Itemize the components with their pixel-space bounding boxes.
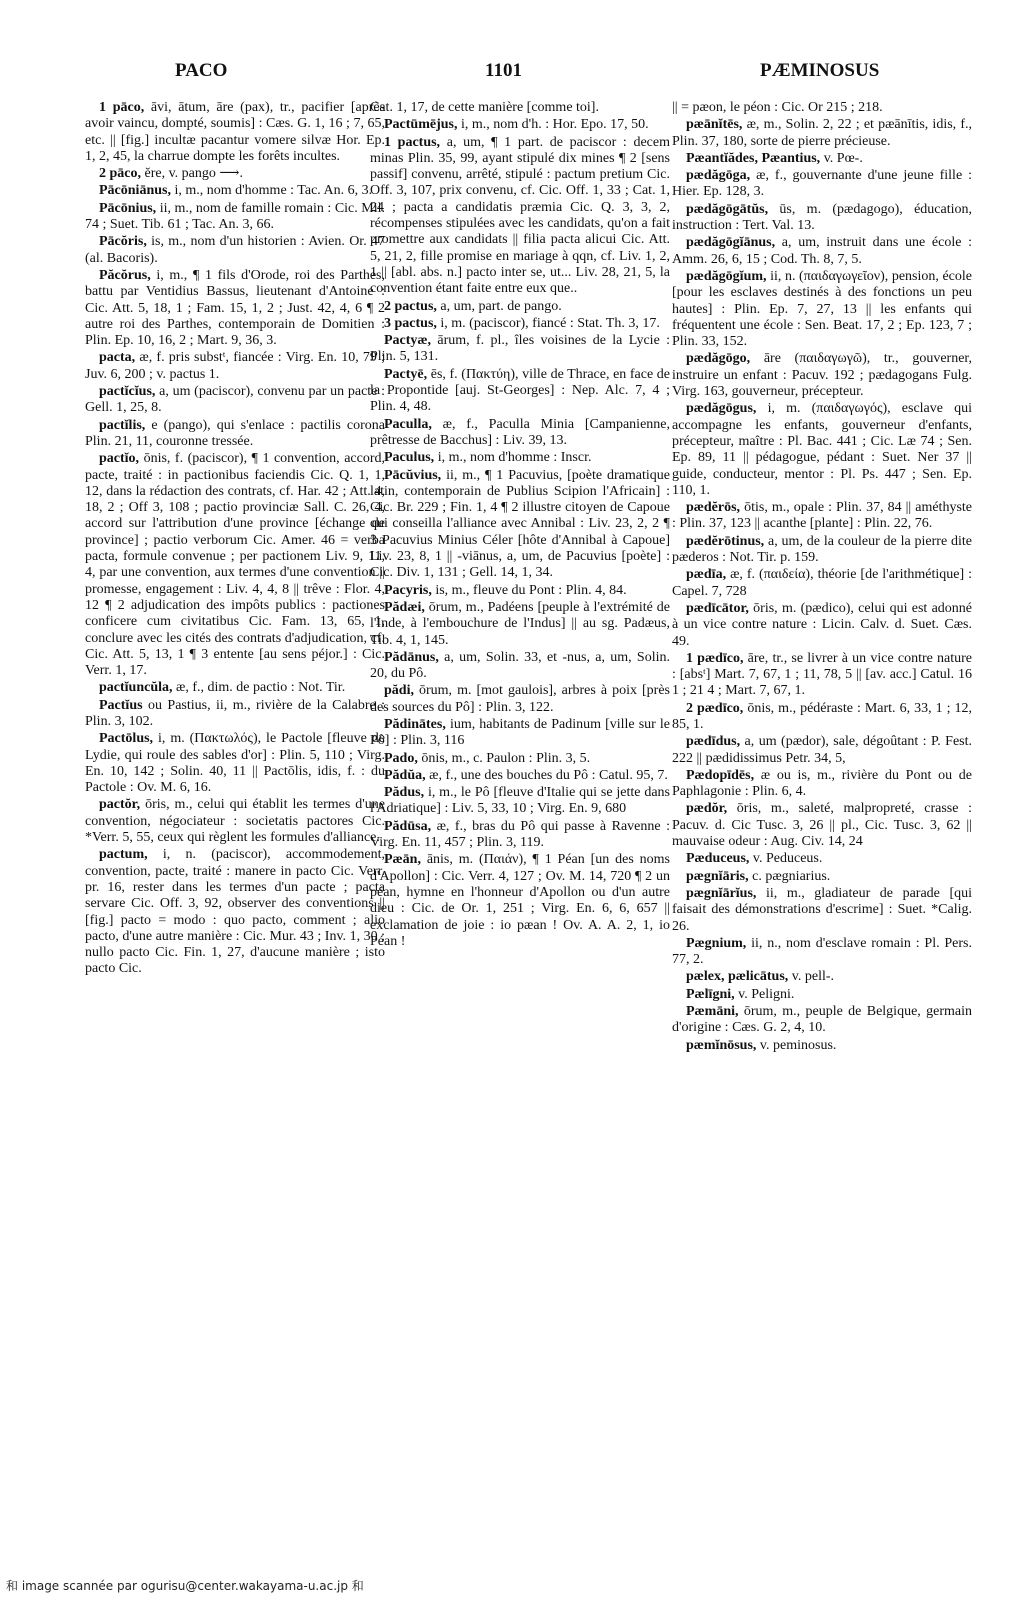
entry-headword: Pădus, bbox=[384, 785, 425, 801]
entry-headword: Pægnium, bbox=[686, 935, 747, 951]
entry-definition: i, m., le Pô [fleuve d'Italie qui se jette dans l'Adriatique] : Liv. 5, 33, 10 ; Virg. En. 9, 680 bbox=[370, 785, 671, 817]
entry-definition: c. pægniarius. bbox=[752, 868, 831, 884]
dictionary-entry bbox=[672, 987, 972, 1003]
dictionary-entry bbox=[672, 351, 972, 400]
entry-definition: æ, f. pris substᵗ, fiancée : Virg. En. 10, 79 ; Juv. 6, 200 ; v. pactus 1. bbox=[85, 350, 385, 382]
dictionary-entry bbox=[85, 166, 385, 182]
dictionary-entry bbox=[672, 567, 972, 600]
entry-headword: pædīcātor, bbox=[686, 600, 749, 616]
entry-definition: ōrum, m., peuple de Belgique, germain d'origine : Cæs. G. 2, 4, 10. bbox=[672, 1004, 973, 1036]
entry-headword: Pacyris, bbox=[384, 582, 432, 598]
dictionary-entry bbox=[672, 168, 972, 201]
entry-definition: ōris, m. (pædico), celui qui est adonné à un vice contre nature : Licin. Calv. d. Suet. Cæs. 49. bbox=[672, 600, 973, 649]
entry-headword: Pădæi, bbox=[384, 599, 425, 615]
entry-headword: Pădinātes, bbox=[384, 716, 446, 732]
dictionary-entry bbox=[672, 500, 972, 533]
entry-headword: 1 pactus, bbox=[384, 134, 441, 150]
dictionary-entry bbox=[672, 969, 972, 985]
entry-headword: pădi, bbox=[384, 683, 414, 699]
dictionary-entry bbox=[85, 797, 385, 846]
entry-definition: æ, f., gouvernante d'une jeune fille : Hier. Ep. 128, 3. bbox=[672, 168, 973, 200]
entry-definition: ēs, f. (Πακτύη), ville de Thrace, en face de la Propontide [auj. St-Georges] : Nep. Alc. 7, 4 ; Plin. 4, 48. bbox=[370, 366, 671, 415]
dictionary-entry bbox=[672, 534, 972, 567]
entry-definition: i, m. (paciscor), fiancé : Stat. Th. 3, 17. bbox=[440, 315, 660, 331]
entry-definition: æ, f., une des bouches du Pô : Catul. 95, 7. bbox=[429, 767, 668, 783]
entry-headword: pactĭcĭus, bbox=[99, 384, 156, 400]
entry-definition: ium, habitants de Padinum [ville sur le Pô] : Plin. 3, 116 bbox=[370, 716, 671, 749]
entry-definition: v. Pœ-. bbox=[823, 150, 863, 166]
entry-headword: 2 pædīco, bbox=[686, 700, 744, 716]
entry-headword: pædĕrōs, bbox=[686, 500, 741, 516]
page-header bbox=[0, 60, 1024, 90]
entry-headword: pædăgōgo, bbox=[686, 351, 751, 367]
dictionary-entry bbox=[370, 751, 670, 767]
entry-definition: is, m., fleuve du Pont : Plin. 4, 84. bbox=[435, 582, 627, 598]
entry-definition: i, n. (paciscor), accommodement, convention, pacte, traité : manere in pacto Cic. Verr. pr. 16, rester dans les termes d'un pacte ; pacta servare Cic. Off. 3, 92, observer des conventions || [fig.] pacto = modo : quo pacto, comment ; alio pacto, d'une autre manière : Cic. Mur. 43 ; Inv. 1, 30 ; nullo pacto Cic. Fin. 1, 27, d'aucune manière ; isto pacto Cic. bbox=[85, 847, 386, 977]
dictionary-entry bbox=[370, 417, 670, 450]
entry-headword: Pado, bbox=[384, 750, 418, 766]
entry-definition: v. Peduceus. bbox=[752, 851, 823, 867]
entry-definition: a, um, Solin. 33, et -nus, a, um, Solin. 20, du Pô. bbox=[370, 649, 670, 682]
entry-definition: ii, m., ¶ 1 Pacuvius, [poète dramatique latin, contemporain de Publius Scipion l'Africain] : Cic. Br. 229 ; Fin. 1, 4 ¶ 2 illustre citoyen de Capoue qui conseilla l'alliance avec Annibal : Liv. 23, 2, 2 ¶ 3 Pacuvius Minius Céler [hôte d'Annibal à Capoue] Liv. 23, 8, 1 || -viānus, a, um, de Pacuvius [poète] : Cic. Div. 1, 131 ; Gell. 14, 1, 34. bbox=[370, 467, 670, 581]
entry-headword: pædăgōga, bbox=[686, 168, 751, 184]
entry-definition: æ, f., Paculla Minia [Campanienne, prêtresse de Bacchus] : Liv. 39, 13. bbox=[370, 416, 670, 448]
dictionary-entry bbox=[370, 768, 670, 784]
entry-headword: Pācōniānus, bbox=[99, 183, 171, 199]
entry-headword: pactĭo, bbox=[99, 451, 140, 467]
dictionary-entry bbox=[85, 698, 385, 731]
entry-definition: i, m., ¶ 1 fils d'Orode, roi des Parthes, battu par Ventidius Bassus, lieutenant d'Antoine : Cic. Att. 5, 18, 1 ; Fam. 15, 1, 2 ; Just. 42, 4, 6 ¶ 2 autre roi des Parthes, contemporain de Domitien : Plin. Ep. 10, 16, 2 ; Mart. 9, 36, 3. bbox=[85, 267, 386, 349]
dictionary-entry bbox=[85, 451, 385, 679]
entry-definition: ii, m., gladiateur de parade [qui faisait des démonstrations d'escrime] : Suet. *Calig. 26. bbox=[672, 885, 972, 934]
dictionary-entry bbox=[672, 768, 972, 801]
entry-headword: pactum, bbox=[99, 847, 148, 863]
dictionary-entry bbox=[370, 100, 670, 116]
dictionary-entry bbox=[85, 350, 385, 383]
entry-definition: ii, n. (παιδαγωγεῖον), pension, école [pour les esclaves destinés à des fonctions un peu hautes] : Plin. Ep. 7, 27, 13 || les enfants qui fréquentent une école : Sen. Beat. 17, 2 ; Ep. 123, 7 ; Plin. 33, 152. bbox=[672, 268, 972, 350]
entry-definition: æ, m., Solin. 2, 22 ; et pæānītis, idis, f., Plin. 37, 180, sorte de pierre précieuse. bbox=[672, 117, 972, 149]
entry-headword: pædĕrōtinus, bbox=[686, 533, 765, 549]
dictionary-column-3 bbox=[672, 100, 972, 1055]
entry-headword: pælex, pælicātus, bbox=[686, 969, 789, 985]
dictionary-entry bbox=[370, 583, 670, 599]
entry-headword: Pæmāni, bbox=[686, 1004, 739, 1020]
entry-definition: æ, f. (παιδεία), théorie [de l'arithmétique] : Capel. 7, 728 bbox=[672, 567, 972, 599]
dictionary-entry bbox=[370, 367, 670, 416]
entry-definition: i, m. (παιδαγωγός), esclave qui accompagne les enfants, gouverneur d'enfants, précepteur, maître : Pl. Bac. 441 ; Cic. Læ 74 ; Sen. Ep. 89, 11 || pédagogue, pédant : Suet. Ner 37 || guide, conducteur, mentor : Pl. Ps. 447 ; Sen. Ep. 110, 1. bbox=[672, 401, 973, 498]
dictionary-entry bbox=[370, 117, 670, 133]
dictionary-entry bbox=[672, 1038, 972, 1054]
entry-headword: Pactĭus bbox=[99, 697, 143, 713]
entry-definition: æ, f., dim. de pactio : Not. Tir. bbox=[176, 680, 346, 696]
entry-definition: āre, tr., se livrer à un vice contre nature : [absᵗ] Mart. 7, 67, 1 ; 11, 78, 5 || [av. acc.] Catul. 16 1 ; 21 4 ; Mart. 7, 67, 1. bbox=[672, 650, 972, 699]
entry-headword: Pācŏris, bbox=[99, 234, 147, 250]
entry-definition: i, m., nom d'h. : Hor. Epo. 17, 50. bbox=[461, 117, 649, 133]
entry-headword: Pælīgni, bbox=[686, 986, 735, 1002]
entry-definition: is, m., nom d'un historien : Avien. Or. 47 (al. Bacoris). bbox=[85, 234, 385, 266]
dictionary-entry bbox=[672, 869, 972, 885]
header-left-guide-word: PACO bbox=[175, 60, 228, 81]
entry-headword: 3 pactus, bbox=[384, 315, 437, 331]
dictionary-entry bbox=[672, 202, 972, 235]
dictionary-entry bbox=[85, 234, 385, 267]
entry-definition: ĕre, v. pango ⟶. bbox=[144, 166, 243, 182]
entry-headword: pactĭuncŭla, bbox=[99, 680, 173, 696]
dictionary-entry bbox=[370, 333, 670, 366]
dictionary-entry bbox=[672, 1004, 972, 1037]
dictionary-entry bbox=[85, 201, 385, 234]
dictionary-entry bbox=[85, 100, 385, 165]
entry-headword: pæānĭtēs, bbox=[686, 117, 743, 133]
entry-definition: ōnis, m., c. Paulon : Plin. 3, 5. bbox=[421, 750, 591, 766]
dictionary-entry bbox=[672, 601, 972, 650]
entry-definition: a, um (paciscor), convenu par un pacte : Gell. 1, 25, 8. bbox=[85, 384, 386, 416]
entry-definition: ōris, m., celui qui établit les termes d'une convention, négociateur : societatis pactores Cic. *Verr. 5, 55, ceux qui règlent les formules d'alliance. bbox=[85, 797, 386, 846]
header-right-guide-word: PÆMINOSUS bbox=[760, 60, 880, 81]
entry-definition: āvi, ātum, āre (pax), tr., pacifier [après avoir vaincu, dompté, soumis] : Cæs. G. 1, 16 ; 7, 65, etc. || [fig.] incultæ pacantur vomere silvæ Hor. Ep. 1, 2, 45, la charrue dompte les forêts incultes. bbox=[85, 100, 386, 164]
dictionary-entry bbox=[672, 651, 972, 700]
entry-definition: v. peminosus. bbox=[759, 1037, 837, 1053]
entry-headword: pægnĭārĭus, bbox=[686, 885, 757, 901]
entry-definition: ii, n., nom d'esclave romain : Pl. Pers. 77, 2. bbox=[672, 935, 972, 968]
entry-definition: a, um (pædor), sale, dégoûtant : P. Fest. 222 || pædidissimus Petr. 34, 5, bbox=[672, 734, 972, 766]
entry-headword: Pădūsa, bbox=[384, 818, 432, 834]
entry-definition: ōnis, f. (paciscor), ¶ 1 convention, accord, pacte, traité : in pactionibus faciendis Cic. Q. 1, 1, 12, dans la rédaction des contrats, cf. Har. 42 ; Att. 4, 18, 2 ; Off 3, 108 ; pactio provinciæ Sall. C. 26, 4, accord sur l'attribution d'une province [échange de province] ; pactio verborum Cic. Amer. 46 = verba pacta, formule convenue ; per pactionem Liv. 9, 11, 4, par une convention, aux termes d'une convention || promesse, engagement : Liv. 4, 4, 8 || trêve : Flor. 4, 12 ¶ 2 adjudication des impôts publics : pactiones conficere cum civitatibus Cic. Fam. 13, 65, 1, conclure avec les cités des contrats d'adjudication, cf. Cic. Att. 5, 13, 1 ¶ 3 entente [au sens péjor.] : Cic. Verr. 1, 17. bbox=[85, 451, 385, 679]
entry-headword: Pācŭvius, bbox=[384, 467, 442, 483]
entry-headword: Pădānus, bbox=[384, 649, 439, 665]
entry-headword: pædīdus, bbox=[686, 734, 741, 750]
entry-headword: Pactyæ, bbox=[384, 333, 432, 349]
entry-definition: a, um, instruit dans une école : Amm. 26, 6, 15 ; Cod. Th. 8, 7, 5. bbox=[672, 235, 973, 267]
entry-headword: pædăgōgātŭs, bbox=[686, 201, 769, 217]
dictionary-entry bbox=[672, 734, 972, 767]
entry-headword: Pæduceus, bbox=[686, 851, 750, 867]
entry-headword: pædīa, bbox=[686, 567, 727, 583]
entry-headword: 1 pædīco, bbox=[686, 650, 744, 666]
entry-definition: Cat. 1, 17, de cette manière [comme toi]. bbox=[370, 100, 599, 115]
dictionary-entry bbox=[370, 717, 670, 750]
entry-definition: ōris, m., saleté, malpropreté, crasse : Pacuv. d. Cic Tusc. 3, 26 || pl., Cic. Tusc. 3, 62 || mauvaise odeur : Aug. Civ. 14, 24 bbox=[672, 801, 973, 850]
entry-headword: Pactūmējus, bbox=[384, 117, 458, 133]
dictionary-entry bbox=[370, 299, 670, 315]
entry-definition: ārum, f. pl., îles voisines de la Lycie : Plin. 5, 131. bbox=[370, 333, 671, 365]
entry-headword: Păcŏrus, bbox=[99, 267, 151, 283]
entry-headword: pactŏr, bbox=[99, 797, 141, 813]
dictionary-entry bbox=[370, 785, 670, 818]
dictionary-entry bbox=[370, 819, 670, 852]
entry-headword: 2 pāco, bbox=[99, 166, 141, 182]
dictionary-entry bbox=[85, 680, 385, 696]
entry-headword: 2 pactus, bbox=[384, 298, 437, 314]
dictionary-entry bbox=[672, 401, 972, 499]
entry-definition: || = pæon, le péon : Cic. Or 215 ; 218. bbox=[672, 100, 883, 115]
entry-headword: pæmĭnōsus, bbox=[686, 1037, 757, 1053]
dictionary-entry bbox=[672, 117, 972, 150]
entry-headword: pædŏr, bbox=[686, 801, 728, 817]
dictionary-entry bbox=[370, 135, 670, 298]
dictionary-entry bbox=[672, 151, 972, 167]
entry-headword: pædăgōgĭum, bbox=[686, 268, 767, 284]
entry-definition: ōtis, m., opale : Plin. 37, 84 || améthyste : Plin. 37, 123 || acanthe [plante] : Plin. 22, 76. bbox=[672, 500, 973, 532]
entry-definition: a, um, ¶ 1 part. de paciscor : decem minas Plin. 35, 99, ayant stipulé dix mines ¶ 2 [sens passif] convenu, arrêté, stipulé : pactum pretium Cic. Off. 3, 107, prix convenu, cf. Cic. Off. 1, 33 ; Cat. 1, 24 ; pacta a candidatis præmia Cic. Q. 3, 3, 2, récompenses stipulées avec les candidats, qu'on a fait promettre aux candidats || filia pacta alicui Cic. Att. 5, 21, 2, fille promise en mariage à qqn, cf. Liv. 1, 2, 1 || [abl. abs. n.] pacto inter se, ut... Liv. 28, 21, 5, la convention étant faite entre eux que.. bbox=[370, 134, 670, 297]
entry-headword: Paculus, bbox=[384, 450, 435, 466]
entry-definition: ou Pastius, ii, m., rivière de la Calabre : Plin. 3, 102. bbox=[85, 697, 386, 729]
dictionary-entry bbox=[85, 847, 385, 977]
entry-headword: pædăgōgĭānus, bbox=[686, 235, 776, 251]
dictionary-entry bbox=[672, 801, 972, 850]
scan-credit: 和 image scannée par ogurisu@center.wakayama-u.ac.jp 和 bbox=[6, 1579, 364, 1593]
entry-headword: Pæān, bbox=[384, 852, 421, 868]
dictionary-entry bbox=[370, 600, 670, 649]
entry-definition: e (pango), qui s'enlace : pactilis corona Plin. 21, 11, couronne tressée. bbox=[85, 417, 385, 449]
dictionary-entry bbox=[370, 683, 670, 716]
dictionary-entry bbox=[370, 468, 670, 582]
entry-definition: æ ou is, m., rivière du Pont ou de Paphlagonie : Plin. 6, 4. bbox=[672, 767, 972, 800]
dictionary-column-1 bbox=[85, 100, 385, 979]
entry-headword: Pācōnius, bbox=[99, 200, 157, 216]
entry-definition: i, m. (Πακτωλός), le Pactole [fleuve de Lydie, qui roule des sables d'or] : Plin. 5, 110 ; Virg. En. 10, 142 ; Solin. 40, 11 || Pactōlis, idis, f. : du Pactole : Ov. M. 6, 16. bbox=[85, 731, 386, 796]
dictionary-entry bbox=[85, 268, 385, 349]
entry-headword: pægnĭāris, bbox=[686, 868, 749, 884]
dictionary-entry bbox=[370, 316, 670, 332]
dictionary-entry bbox=[672, 269, 972, 350]
entry-definition: æ, f., bras du Pô qui passe à Ravenne : Virg. En. 11, 457 ; Plin. 3, 119. bbox=[370, 818, 670, 851]
entry-headword: Paculla, bbox=[384, 416, 432, 432]
dictionary-entry bbox=[672, 886, 972, 935]
entry-definition: a, um, part. de pango. bbox=[440, 298, 562, 314]
entry-headword: Pactōlus, bbox=[99, 731, 154, 747]
entry-definition: a, um, de la couleur de la pierre dite pæderos : Not. Tir. p. 159. bbox=[672, 533, 972, 566]
dictionary-entry bbox=[85, 183, 385, 199]
dictionary-column-2 bbox=[370, 100, 670, 951]
entry-definition: ōnis, m., pédéraste : Mart. 6, 33, 1 ; 12, 85, 1. bbox=[672, 700, 973, 732]
dictionary-entry bbox=[85, 731, 385, 796]
entry-definition: v. pell-. bbox=[791, 969, 835, 985]
entry-definition: āre (παιδαγωγῶ), tr., gouverner, instruire un enfant : Pacuv. 192 ; pædagogans Fulg. Virg. 163, gouverneur, précepteur. bbox=[672, 351, 973, 400]
entry-headword: Pădŭa, bbox=[384, 767, 426, 783]
dictionary-entry bbox=[370, 852, 670, 950]
entry-headword: Pactyē, bbox=[384, 366, 428, 382]
entry-headword: pacta, bbox=[99, 350, 136, 366]
dictionary-entry bbox=[370, 450, 670, 466]
entry-definition: ōrum, m., Padéens [peuple à l'extrémité de l'Inde, à l'embouchure de l'Indus] || au sg. Padæus, Tib. 4, 1, 145. bbox=[370, 599, 671, 648]
page-number: 1101 bbox=[485, 60, 522, 81]
dictionary-entry bbox=[370, 650, 670, 683]
entry-definition: i, m., nom d'homme : Inscr. bbox=[437, 450, 592, 466]
entry-definition: v. Peligni. bbox=[738, 986, 795, 1002]
entry-headword: Pædopīdēs, bbox=[686, 767, 755, 783]
entry-definition: ōrum, m. [mot gaulois], arbres à poix [près des sources du Pô] : Plin. 3, 122. bbox=[370, 683, 670, 715]
entry-headword: pactĭlis, bbox=[99, 417, 146, 433]
dictionary-entry bbox=[672, 851, 972, 867]
dictionary-entry bbox=[672, 235, 972, 268]
dictionary-entry bbox=[85, 418, 385, 451]
entry-definition: ūs, m. (pædagogo), éducation, instruction : Tert. Val. 13. bbox=[672, 201, 973, 234]
entry-headword: pædăgōgus, bbox=[686, 401, 757, 417]
entry-headword: 1 pāco, bbox=[99, 100, 145, 115]
dictionary-entry bbox=[672, 936, 972, 969]
dictionary-entry bbox=[672, 701, 972, 734]
dictionary-entry bbox=[672, 100, 972, 116]
entry-definition: i, m., nom d'homme : Tac. An. 6, 3. bbox=[174, 183, 373, 199]
entry-definition: ānis, m. (Παιάν), ¶ 1 Péan [un des noms d'Apollon] : Cic. Verr. 4, 127 ; Ov. M. 14, 720 ¶ 2 un péan, hymne en l'honneur d'Apollon ou d'un autre dieu : Cic. de Or. 1, 251 ; Virg. En. 6, 6, 657 || exclamation de joie : io pæan ! Ov. A. A. 2, 1, io Péan ! bbox=[370, 852, 670, 949]
dictionary-entry bbox=[85, 384, 385, 417]
entry-headword: Pæantĭădes, Pæantius, bbox=[686, 150, 821, 166]
entry-definition: ii, m., nom de famille romain : Cic. Mil. 74 ; Suet. Tib. 61 ; Tac. An. 3, 66. bbox=[85, 200, 386, 233]
